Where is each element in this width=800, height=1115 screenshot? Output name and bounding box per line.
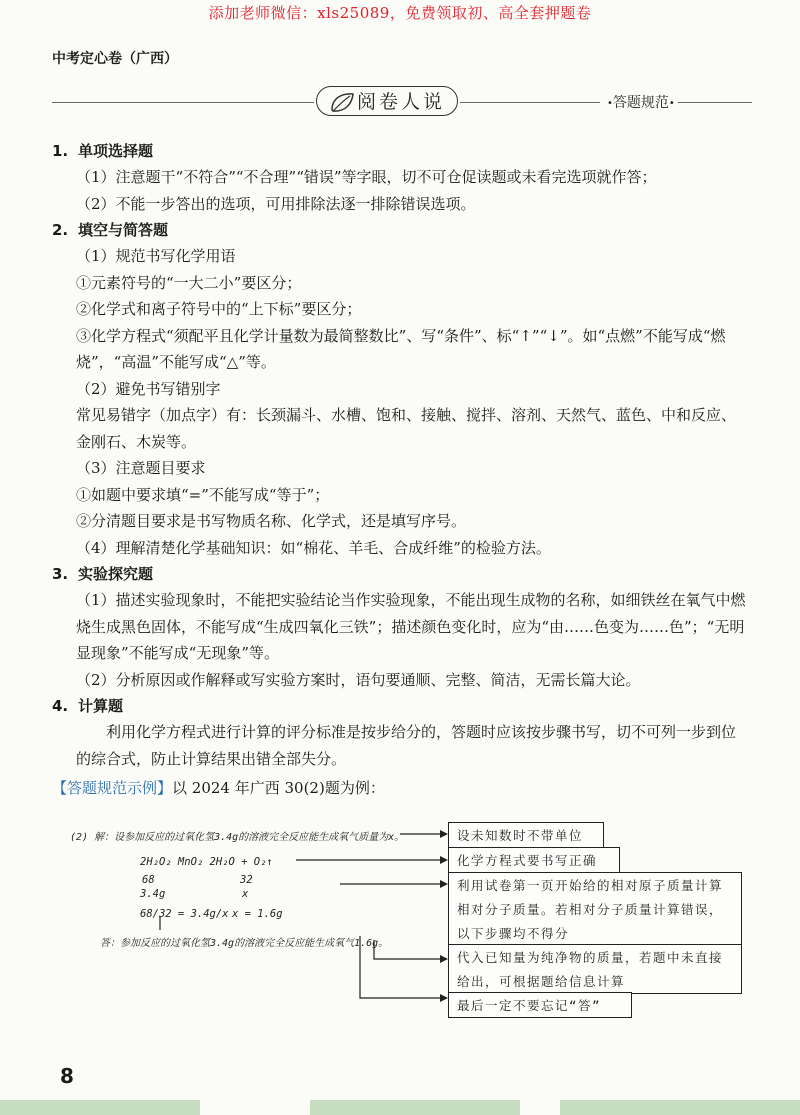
handwritten-mass-left: 3.4g — [140, 888, 166, 900]
section-3 — [52, 561, 748, 693]
footer-decoration — [0, 1100, 200, 1115]
section-2 — [52, 217, 748, 561]
paragraph: 常见易错字（加点字）有：长颈漏斗、水槽、饱和、接触、搅拌、溶剂、天然气、蓝色、中和反应、金刚石、木炭等。 — [76, 406, 737, 451]
section-banner — [52, 84, 752, 120]
handwritten-result: x = 1.6g — [232, 908, 283, 920]
paragraph: （1）规范书写化学用语 — [76, 247, 236, 265]
section-heading: 4. 计算题 — [52, 697, 124, 715]
section-1 — [52, 138, 748, 217]
note-box: 设未知数时不带单位 — [448, 822, 604, 848]
paragraph: （2）分析原因或作解释或写实验方案时，语句要通顺、完整、简洁，无需长篇大论。 — [76, 670, 641, 689]
paragraph: ②化学式和离子符号中的“上下标”要区分； — [76, 300, 362, 318]
watermark-text: 添加老师微信：xls25089，免费领取初、高全套押题卷 — [208, 4, 592, 22]
paragraph: ②分清题目要求是书写物质名称、化学式，还是填写序号。 — [76, 512, 467, 530]
running-head: 中考定心卷（广西） — [52, 51, 178, 67]
paragraph: （1）描述实验现象时，不能把实验结论当作实验现象，不能出现生成物的名称，如细铁丝在氧气中燃烧生成黑色固体，不能写成“生成四氧化三铁”；描述颜色变化时，应为“由……色变为……色”；“无明显现象”不能写成“无现象”等。 — [76, 591, 746, 662]
worked-example-diagram — [60, 816, 750, 1026]
section-heading: 1. 单项选择题 — [52, 142, 154, 160]
section-heading: 3. 实验探究题 — [52, 565, 154, 583]
main-content — [52, 138, 748, 802]
paragraph: ①元素符号的“一大二小”要区分； — [76, 273, 302, 292]
section-heading: 2. 填空与简答题 — [52, 221, 169, 239]
handwritten-proportion: 68/32 = 3.4g/x — [140, 908, 229, 920]
paragraph: 利用化学方程式进行计算的评分标准是按步给分的，答题时应该按步骤书写，切不可列一步到位的综合式，防止计算结果出错全部失分。 — [76, 723, 737, 768]
note-box: 代入已知量为纯净物的质量，若题中未直接给出，可根据题给信息计算 — [448, 944, 742, 994]
handwritten-answer: 答：参加反应的过氧化氢3.4g的溶液完全反应能生成氧气1.6g。 — [100, 938, 389, 949]
paragraph: （3）注意题目要求 — [76, 459, 206, 477]
paragraph: ①如题中要求填“=”不能写成“等于”； — [76, 485, 330, 504]
handwritten-mass-right: x — [242, 888, 249, 900]
banner-subtitle: • 答题规范 • — [604, 92, 678, 112]
example-label: 【答题规范示例】以 2024 年广西 30(2)题为例： — [52, 779, 385, 797]
banner-rule-middle — [460, 102, 600, 103]
paragraph: ③化学方程式“须配平且化学计量数为最简整数比”、写“条件”、标“↑”“↓”。如“点燃”不能写成“燃烧”，“高温”不能写成“△”等。 — [76, 326, 726, 371]
page-number: 8 — [60, 1064, 74, 1088]
paragraph: （1）注意题干“不符合”“不合理”“错误”等字眼，切不可仓促读题或未看完选项就作答； — [76, 168, 657, 186]
section-4 — [52, 693, 748, 772]
note-box: 利用试卷第一页开始给的相对原子质量计算相对分子质量。若相对分子质量计算错误，以下步骤均不得分 — [448, 872, 742, 946]
banner-rule-left — [52, 102, 314, 103]
handwritten-equation: 2H₂O₂ MnO₂ 2H₂O + O₂↑ — [140, 856, 273, 868]
banner-title: 阅卷人说 — [316, 86, 458, 116]
paragraph: （2）不能一步答出的选项，可用排除法逐一排除错误选项。 — [76, 194, 476, 213]
handwritten-ratio-right: 32 — [240, 874, 253, 886]
footer-decoration — [310, 1100, 520, 1115]
handwritten-ratio-left: 68 — [142, 874, 155, 886]
handwritten-step-setup: (2) 解：设参加反应的过氧化氢3.4g的溶液完全反应能生成氧气质量为x。 — [70, 832, 405, 843]
paragraph: （4）理解清楚化学基础知识：如“棉花、羊毛、合成纤维”的检验方法。 — [76, 538, 551, 557]
paragraph: （2）避免书写错别字 — [76, 379, 221, 398]
leaf-icon — [328, 90, 356, 116]
footer-decoration — [560, 1100, 800, 1115]
note-box: 最后一定不要忘记“答” — [448, 992, 632, 1018]
note-box: 化学方程式要书写正确 — [448, 847, 620, 873]
